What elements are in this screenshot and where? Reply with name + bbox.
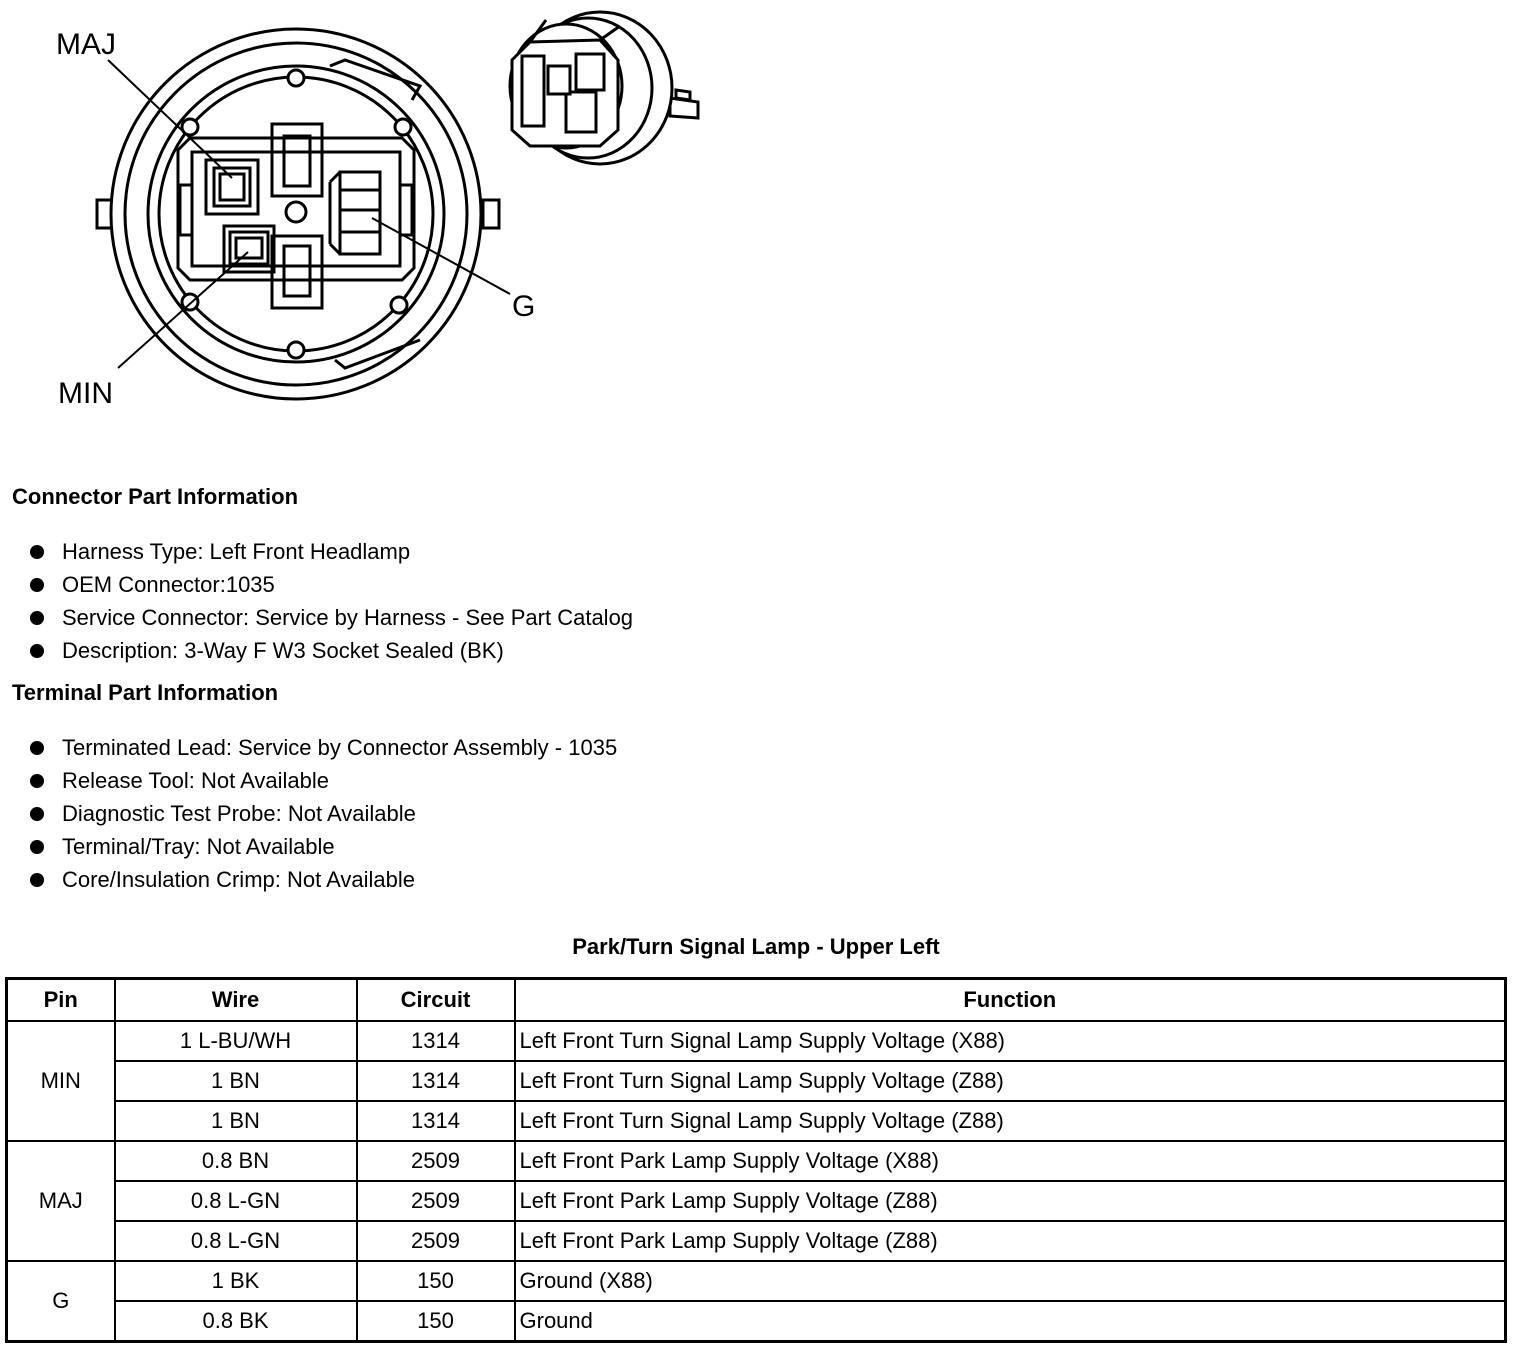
table-row bbox=[7, 1021, 1506, 1061]
list-item: Diagnostic Test Probe: Not Available bbox=[28, 797, 617, 830]
connector-info-title: Connector Part Information bbox=[12, 484, 299, 509]
circuit-cell: 150 bbox=[357, 1301, 515, 1342]
function-cell: Left Front Park Lamp Supply Voltage (Z88) bbox=[515, 1181, 1506, 1221]
wire-cell: 1 BN bbox=[115, 1061, 357, 1101]
circuit-cell: 2509 bbox=[357, 1221, 515, 1261]
function-cell: Left Front Turn Signal Lamp Supply Voltage (Z88) bbox=[515, 1061, 1506, 1101]
label-g: G bbox=[512, 290, 536, 323]
function-cell: Ground bbox=[515, 1301, 1506, 1342]
wire-cell: 0.8 BK bbox=[115, 1301, 357, 1342]
list-item: Harness Type: Left Front Headlamp bbox=[28, 535, 633, 568]
list-item: Terminated Lead: Service by Connector Assembly - 1035 bbox=[28, 731, 617, 764]
pin-cell: MAJ bbox=[7, 1141, 115, 1261]
wire-cell: 0.8 BN bbox=[115, 1141, 357, 1181]
list-item: Description: 3-Way F W3 Socket Sealed (BK) bbox=[28, 634, 633, 667]
header-function: Function bbox=[515, 979, 1506, 1022]
table-title: Park/Turn Signal Lamp - Upper Left bbox=[572, 934, 940, 959]
circuit-cell: 2509 bbox=[357, 1181, 515, 1221]
connector-perspective-view bbox=[510, 12, 698, 164]
wire-cell: 1 L-BU/WH bbox=[115, 1021, 357, 1061]
table-row bbox=[7, 1221, 1506, 1261]
circuit-cell: 1314 bbox=[357, 1101, 515, 1141]
pin-cell: G bbox=[7, 1261, 115, 1342]
label-maj: MAJ bbox=[56, 28, 116, 61]
pin-cell: MIN bbox=[7, 1021, 115, 1141]
circuit-cell: 150 bbox=[357, 1261, 515, 1301]
pinout-table bbox=[5, 977, 1507, 1343]
table-row bbox=[7, 1181, 1506, 1221]
header-pin: Pin bbox=[7, 979, 115, 1022]
table-row bbox=[7, 1301, 1506, 1342]
table-header-row bbox=[7, 979, 1506, 1022]
list-item: Core/Insulation Crimp: Not Available bbox=[28, 863, 617, 896]
table-row bbox=[7, 1101, 1506, 1141]
wire-cell: 1 BN bbox=[115, 1101, 357, 1141]
table-row bbox=[7, 1061, 1506, 1101]
terminal-info-list bbox=[28, 731, 617, 896]
function-cell: Left Front Park Lamp Supply Voltage (X88) bbox=[515, 1141, 1506, 1181]
header-circuit: Circuit bbox=[357, 979, 515, 1022]
circuit-cell: 2509 bbox=[357, 1141, 515, 1181]
list-item: Terminal/Tray: Not Available bbox=[28, 830, 617, 863]
wire-cell: 0.8 L-GN bbox=[115, 1221, 357, 1261]
terminal-info-title: Terminal Part Information bbox=[12, 680, 279, 705]
connector-diagram bbox=[0, 0, 760, 420]
wire-cell: 0.8 L-GN bbox=[115, 1181, 357, 1221]
label-min: MIN bbox=[58, 377, 113, 410]
list-item: Release Tool: Not Available bbox=[28, 764, 617, 797]
table-row bbox=[7, 1261, 1506, 1301]
circuit-cell: 1314 bbox=[357, 1061, 515, 1101]
wire-cell: 1 BK bbox=[115, 1261, 357, 1301]
table-row bbox=[7, 1141, 1506, 1181]
list-item: Service Connector: Service by Harness - See Part Catalog bbox=[28, 601, 633, 634]
function-cell: Ground (X88) bbox=[515, 1261, 1506, 1301]
connector-info-list bbox=[28, 535, 633, 667]
header-wire: Wire bbox=[115, 979, 357, 1022]
function-cell: Left Front Park Lamp Supply Voltage (Z88) bbox=[515, 1221, 1506, 1261]
function-cell: Left Front Turn Signal Lamp Supply Voltage (Z88) bbox=[515, 1101, 1506, 1141]
list-item: OEM Connector:1035 bbox=[28, 568, 633, 601]
function-cell: Left Front Turn Signal Lamp Supply Voltage (X88) bbox=[515, 1021, 1506, 1061]
circuit-cell: 1314 bbox=[357, 1021, 515, 1061]
